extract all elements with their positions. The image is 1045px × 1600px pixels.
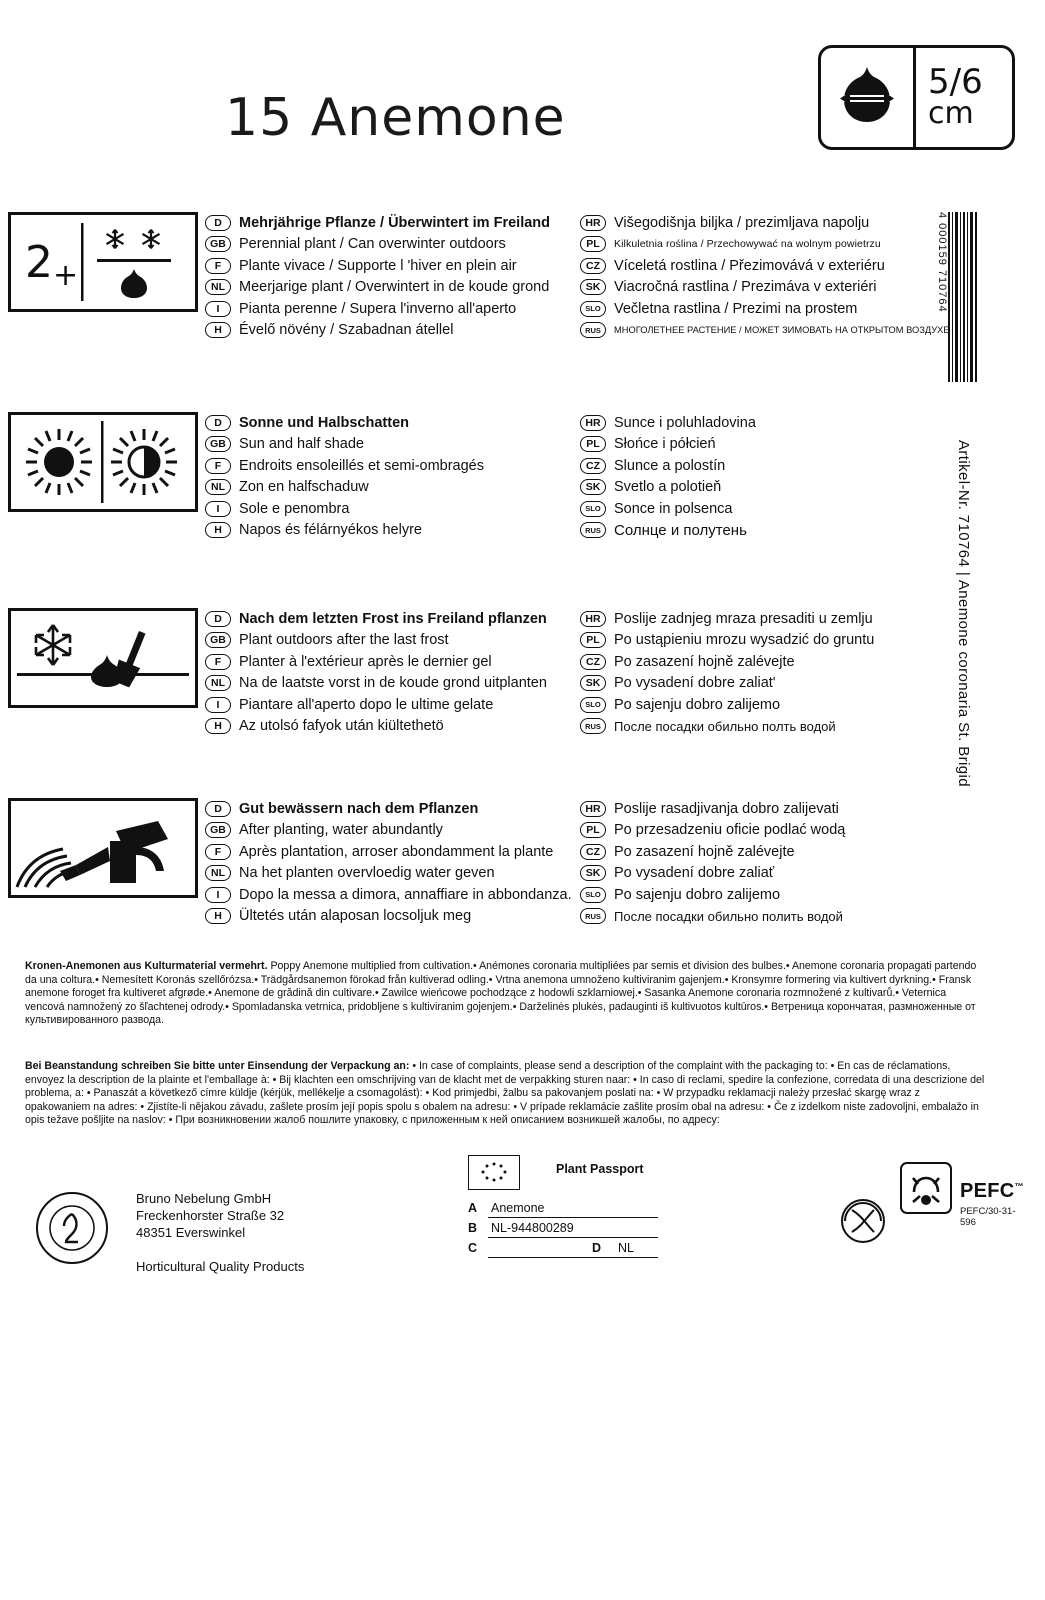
lang-text: After planting, water abundantly [239, 822, 443, 839]
lang-text: Po sajenju dobro zalijemo [614, 696, 781, 713]
lang-text: Po vysadení dobre zaliať [614, 865, 775, 882]
barcode-digits: 4 000159 710764 [936, 212, 948, 313]
complaints-note [25, 1060, 985, 1128]
barcode-bars [948, 212, 978, 382]
lang-tag: D [205, 611, 231, 627]
lang-tag: D [205, 801, 231, 817]
lang-text: Sonne und Halbschatten [239, 414, 409, 431]
lang-tag: I [205, 887, 231, 903]
complaints-note-body: • In case of complaints, please send a description of the complaint with the packaging to: • En cas de réclamations, envoyez la description de la plainte et l'emballage à: • Bij klachten een omschrijving van de klacht met de verpakking sturen naar: • In caso di reclami, spedire la confezione, corredata di una descrizione del problema, a: • Panaszát a következő címre küldje (kérjük, mellékelje a csomagolást): • Kod primjedbi, žalbu sa pakovanjem poslati na: • W przypadku reklamacji należy przesłać skargę wraz z opakowaniem na adres: • Zjistíte-li nějakou závadu, zašlete prosím její popis spolu s obalem na adresu: • V prípade reklamácie zašlite prosím obal na adresu: • Če z izdelkom niste zadovoljni, embalažo in opis težave pošljite na naslov: • При возникновении жалоб пошлите упаковку, с приложенным к ней описанием возникшей жалобы, по адресу: [25, 1060, 985, 1127]
lang-text: Po vysadení dobre zaliat' [614, 675, 776, 692]
lang-column-left [205, 608, 565, 737]
lang-tag: I [205, 301, 231, 317]
lang-tag: H [205, 718, 231, 734]
passport-divider [488, 1217, 658, 1218]
lang-text: Napos és félárnyékos helyre [239, 522, 422, 539]
passport-label-d: D [592, 1241, 602, 1255]
lang-text: Na de laatste vorst in de koude grond uitplanten [239, 675, 547, 692]
lang-tag: I [205, 697, 231, 713]
plant-passport-title: Plant Passport [556, 1162, 644, 1176]
plant-after-frost-icon [8, 608, 198, 708]
passport-value-d: NL [618, 1241, 634, 1255]
lang-tag: SK [580, 865, 606, 881]
lang-text: Poslije rasadjivanja dobro zalijevati [614, 800, 839, 817]
lang-text: Évelő növény / Szabadnan átellel [239, 322, 454, 339]
lang-text: Słońce i półcień [614, 436, 716, 453]
lang-tag: CZ [580, 258, 606, 274]
lang-tag: GB [205, 632, 231, 648]
lang-text: Po zasazení hojně zalévejte [614, 843, 795, 860]
lang-text: Zon en halfschaduw [239, 479, 369, 496]
lang-text: МНОГОЛЕТНЕЕ РАСТЕНИЕ / МОЖЕТ ЗИМОВАТЬ НА ОТКРЫТОМ ВОЗДУХЕ [614, 325, 950, 336]
lang-tag: PL [580, 236, 606, 252]
lang-tag: H [205, 908, 231, 924]
lang-text: Svetlo a polotieň [614, 479, 722, 496]
barcode [938, 212, 978, 382]
article-number-and-species: Artikel-Nr. 710764 | Anemone coronaria St. Brigid [955, 440, 972, 787]
svg-text:2: 2 [25, 237, 53, 288]
lang-tag: NL [205, 675, 231, 691]
lang-tag: HR [580, 215, 606, 231]
lang-text: Sole e penombra [239, 500, 350, 517]
passport-value-b: NL-944800289 [491, 1221, 574, 1235]
lang-text: Po zasazení hojně zalévejte [614, 653, 795, 670]
lang-tag: PL [580, 822, 606, 838]
lang-text: Sunce i poluhladovina [614, 414, 756, 431]
lang-tag: F [205, 844, 231, 860]
der-gruene-punkt-icon [840, 1198, 886, 1244]
propagation-note-lead: Kronen-Anemonen aus Kulturmaterial vermehrt. [25, 960, 268, 972]
lang-text: Après plantation, arroser abondamment la plante [239, 843, 554, 860]
pefc-tm: ™ [1014, 1181, 1024, 1192]
company-tagline: Horticultural Quality Products [136, 1259, 305, 1274]
lang-tag: NL [205, 479, 231, 495]
lang-tag: RUS [580, 322, 606, 338]
lang-tag: SLO [580, 697, 606, 713]
lang-text: Poslije zadnjeg mraza presaditi u zemlju [614, 610, 873, 627]
lang-tag: CZ [580, 654, 606, 670]
lang-tag: I [205, 501, 231, 517]
lang-text: Planter à l'extérieur après le dernier gel [239, 653, 492, 670]
passport-label-b: B [468, 1221, 478, 1235]
lang-text: Kilkuletnia roślina / Przechowywać na wolnym powietrzu [614, 238, 881, 251]
lang-tag: SK [580, 675, 606, 691]
lang-column-left [205, 212, 565, 341]
lang-text: Endroits ensoleillés et semi-ombragés [239, 457, 484, 474]
company-city: 48351 Everswinkel [136, 1225, 246, 1240]
bulb-measure-icon [821, 48, 916, 147]
passport-value-a: Anemone [491, 1201, 545, 1215]
passport-label-a: A [468, 1201, 478, 1215]
lang-text: Víceletá rostlina / Přezimovává v exteriéru [614, 257, 885, 274]
lang-text: Dopo la messa a dimora, annaffiare in abbondanza. [239, 886, 572, 903]
lang-tag: H [205, 522, 231, 538]
lang-tag: GB [205, 436, 231, 452]
lang-text: Višegodišnja biljka / prezimljava napolju [614, 214, 870, 231]
lang-column-right [580, 608, 925, 737]
watering-can-icon [8, 798, 198, 898]
lang-text: Večletna rastlina / Prezimi na prostem [614, 300, 858, 317]
sun-and-half-shade-icon [8, 412, 198, 512]
lang-text: Po ustąpieniu mrozu wysadzić do gruntu [614, 632, 875, 649]
svg-text:+: + [53, 258, 79, 293]
lang-column-right [580, 798, 925, 927]
sustainable-supplier-badge [36, 1192, 108, 1264]
company-name: Bruno Nebelung GmbH [136, 1191, 272, 1206]
lang-tag: SLO [580, 301, 606, 317]
lang-tag: PL [580, 632, 606, 648]
company-address [136, 1190, 304, 1275]
lang-text: После посадки обильно полить водой [614, 908, 843, 924]
lang-text: Slunce a polostín [614, 457, 726, 474]
lang-text: Nach dem letzten Frost ins Freiland pflanzen [239, 610, 547, 627]
header [0, 0, 1045, 185]
lang-tag: D [205, 415, 231, 431]
passport-label-c: C [468, 1241, 478, 1255]
lang-text: Gut bewässern nach dem Pflanzen [239, 800, 479, 817]
lang-tag: GB [205, 822, 231, 838]
lang-tag: SK [580, 479, 606, 495]
lang-tag: SK [580, 279, 606, 295]
lang-column-right [580, 412, 925, 541]
propagation-note-body: Poppy Anemone multiplied from cultivation.• Anémones coronaria multipliées par semis et division des bulbes.• Anemone coronaria propagati partendo da una coltura.• Nemesített Koronás szellőrózsa.• Trädgårdsanemon förokad från kultiverad odling.• Vrtna anemona umnoženo kultiviranim gajenjem.• Kronsymre formering via kultivert dyrkning.• Fransk anemone foroget fra kultiveret afgrøde.• Anemone de grădină din cultivare.• Zawilce wieńcowe pochodzące z hodowli szklarniowej.• Sasanka Anemone coronaria rozmnožené z kultivarů.• Veternica vencová namnožený zo šľachtenej odrody.• Spomladanska vetrnica, pridobljene s kultiviranim gojenjem.• Darželinės plukės, padauginti iš kultivuotos kultūros.• Ветреница корончатая, размноженные от культивированного разводa. [25, 960, 977, 1027]
lang-tag: PL [580, 436, 606, 452]
lang-text: Viacročná rastlina / Prezimáva v exteriéri [614, 279, 877, 296]
eu-flag-icon [468, 1155, 520, 1190]
bulb-size-badge [818, 45, 1015, 150]
lang-text: Po sajenju dobro zalijemo [614, 886, 781, 903]
lang-tag: H [205, 322, 231, 338]
lang-column-left [205, 798, 572, 927]
lang-text: Po przesadzeniu oficie podlać wodą [614, 822, 846, 839]
lang-text: Na het planten overvloedig water geven [239, 865, 495, 882]
lang-tag: D [205, 215, 231, 231]
lang-text: Mehrjährige Pflanze / Überwintert im Freiland [239, 214, 551, 231]
lang-tag: SLO [580, 501, 606, 517]
lang-text: Az utolsó fafyok után kiültethetö [239, 718, 444, 735]
pefc-name: PEFC [960, 1180, 1015, 1202]
lang-tag: F [205, 654, 231, 670]
lang-text: Plante vivace / Supporte l 'hiver en plein air [239, 257, 517, 274]
lang-tag: F [205, 458, 231, 474]
lang-tag: NL [205, 865, 231, 881]
lang-text: Sun and half shade [239, 436, 364, 453]
lang-tag: RUS [580, 522, 606, 538]
lang-text: Meerjarige plant / Overwintert in de koude grond [239, 279, 550, 296]
hardiness-zone-and-snowflake-icon [8, 212, 198, 312]
lang-tag: SLO [580, 887, 606, 903]
lang-tag: CZ [580, 844, 606, 860]
lang-text: Sonce in polsenca [614, 500, 733, 517]
pefc-code: PEFC/30-31-596 [960, 1206, 1016, 1228]
lang-tag: HR [580, 801, 606, 817]
complaints-note-lead: Bei Beanstandung schreiben Sie bitte unter Einsendung der Verpackung an: [25, 1060, 410, 1072]
lang-text: Piantare all'aperto dopo le ultime gelate [239, 696, 494, 713]
bulb-size-unit: cm [928, 95, 974, 131]
lang-text: Pianta perenne / Supera l'inverno all'aperto [239, 300, 517, 317]
lang-text: Perennial plant / Can overwinter outdoors [239, 236, 506, 253]
company-street: Freckenhorster Straße 32 [136, 1208, 285, 1223]
lang-tag: CZ [580, 458, 606, 474]
lang-text: Ültetés után alaposan locsoljuk meg [239, 908, 472, 925]
lang-tag: NL [205, 279, 231, 295]
lang-tag: GB [205, 236, 231, 252]
lang-tag: RUS [580, 908, 606, 924]
page-title: 15 Anemone [225, 88, 566, 148]
lang-tag: HR [580, 415, 606, 431]
propagation-note [25, 960, 985, 1028]
lang-text: После посадки обильно полть водой [614, 718, 836, 734]
lang-tag: F [205, 258, 231, 274]
bulb-size-number: 5/6 [928, 61, 983, 102]
lang-tag: RUS [580, 718, 606, 734]
lang-text: Солнце и полутень [614, 521, 747, 539]
lang-tag: HR [580, 611, 606, 627]
lang-text: Plant outdoors after the last frost [239, 632, 449, 649]
passport-divider [488, 1237, 658, 1238]
lang-column-left [205, 412, 565, 541]
passport-divider [488, 1257, 658, 1258]
